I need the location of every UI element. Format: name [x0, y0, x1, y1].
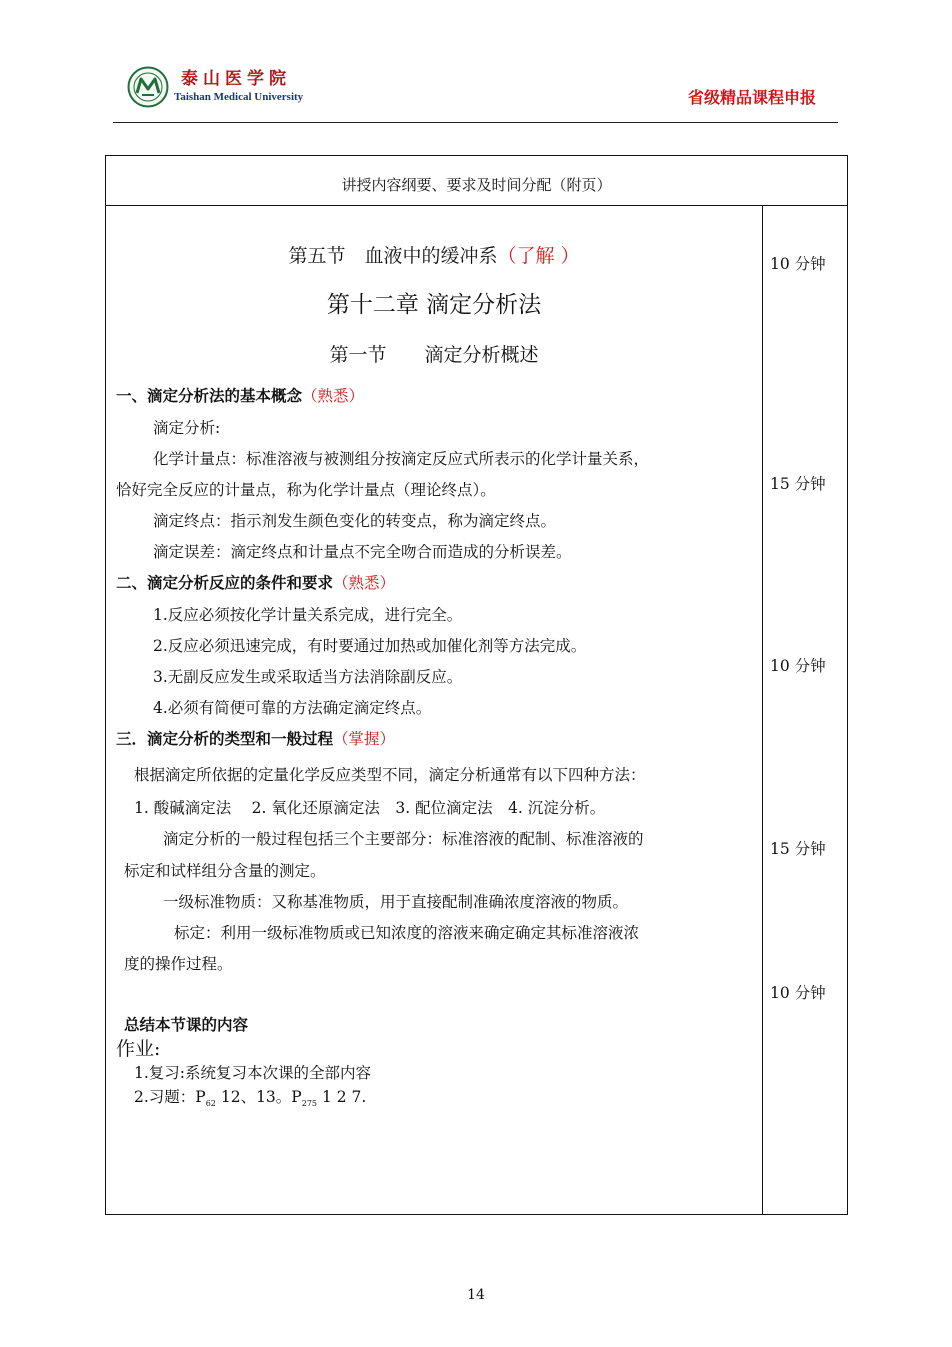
time-allocation-3: 10 分钟: [770, 657, 826, 675]
para-primary-standard: 一级标准物质：又称基准物质，用于直接配制准确浓度溶液的物质。: [163, 893, 629, 911]
condition-3: 3.无副反应发生或采取适当方法消除副反应。: [153, 668, 463, 686]
university-logo-icon: [127, 66, 169, 108]
heading-conditions-req: （熟悉）: [333, 574, 396, 592]
time-allocation-5: 10 分钟: [770, 984, 826, 1002]
time-allocation-2: 15 分钟: [770, 475, 826, 493]
section5-title-text: 第五节 血液中的缓冲系: [288, 245, 498, 267]
para-methods: 1. 酸碱滴定法 2. 氧化还原滴定法 3. 配位滴定法 4. 沉淀分析。: [134, 799, 606, 817]
university-name-en: Taishan Medical University: [174, 91, 304, 103]
heading-basic-concepts-text: 一、滴定分析法的基本概念: [116, 386, 303, 405]
hw2-page-1: 62: [205, 1099, 216, 1109]
section1-title: 第一节 滴定分析概述: [329, 344, 539, 366]
hw2-tail: 1 2 7.: [321, 1088, 367, 1106]
heading-basic-concepts: [116, 386, 364, 406]
homework-heading: 作业:: [116, 1038, 161, 1060]
para-endpoint: 滴定终点：指示剂发生颜色变化的转变点，称为滴定终点。: [153, 512, 557, 530]
section5-requirement: （了解 ）: [497, 245, 580, 267]
condition-2: 2.反应必须迅速完成，有时要通过加热或加催化剂等方法完成。: [153, 637, 587, 655]
hw2-page-2: 275: [301, 1099, 318, 1109]
para-standardization-2: 度的操作过程。: [124, 955, 233, 973]
para-process-1: 滴定分析的一般过程包括三个主要部分：标准溶液的配制、标准溶液的: [163, 830, 644, 848]
application-title: 省级精品课程申报: [687, 88, 816, 107]
section5-title: [106, 243, 762, 269]
table-header: 讲授内容纲要、要求及时间分配（附页）: [106, 156, 847, 206]
heading-types-req: （掌握）: [333, 730, 396, 748]
homework-item-2: [134, 1087, 366, 1114]
para-types: 根据滴定所依据的定量化学反应类型不同，滴定分析通常有以下四种方法：: [134, 766, 646, 784]
condition-1: 1.反应必须按化学计量关系完成，进行完全。: [153, 606, 463, 624]
time-allocation-1: 10 分钟: [770, 255, 826, 273]
heading-conditions-text: 二、滴定分析反应的条件和要求: [116, 573, 334, 592]
page-number: 14: [467, 1287, 485, 1303]
para-standardization-1: 标定：利用一级标准物质或已知浓度的溶液来确定确定其标准溶液浓: [174, 924, 640, 942]
university-name-cn: 泰山医学院: [181, 69, 291, 89]
heading-types-text: 三．滴定分析的类型和一般过程: [116, 729, 334, 748]
para-error: 滴定误差：滴定终点和计量点不完全吻合而造成的分析误差。: [153, 543, 572, 561]
lecture-outline-table: [105, 155, 848, 1215]
para-process-2: 标定和试样组分含量的测定。: [124, 862, 326, 880]
homework-item-1: 1.复习:系统复习本次课的全部内容: [134, 1064, 372, 1082]
para-stoich-1: 化学计量点：标准溶液与被测组分按滴定反应式所表示的化学计量关系，: [153, 450, 650, 468]
para-stoich-2: 恰好完全反应的计量点，称为化学计量点（理论终点）。: [116, 481, 496, 499]
heading-conditions: [116, 573, 395, 593]
page-header: [113, 60, 838, 123]
hw2-mid: 12、13。P: [220, 1088, 302, 1106]
hw2-prefix: 2.习题：P: [134, 1088, 206, 1106]
heading-basic-concepts-req: （熟悉）: [302, 387, 365, 405]
column-divider: [762, 205, 763, 1214]
heading-types: [116, 729, 395, 749]
para-titration: 滴定分析:: [153, 419, 221, 437]
chapter12-title: 第十二章 滴定分析法: [326, 292, 542, 318]
summary-heading: 总结本节课的内容: [124, 1015, 249, 1034]
time-allocation-4: 15 分钟: [770, 840, 826, 858]
condition-4: 4.必须有简便可靠的方法确定滴定终点。: [153, 699, 432, 717]
